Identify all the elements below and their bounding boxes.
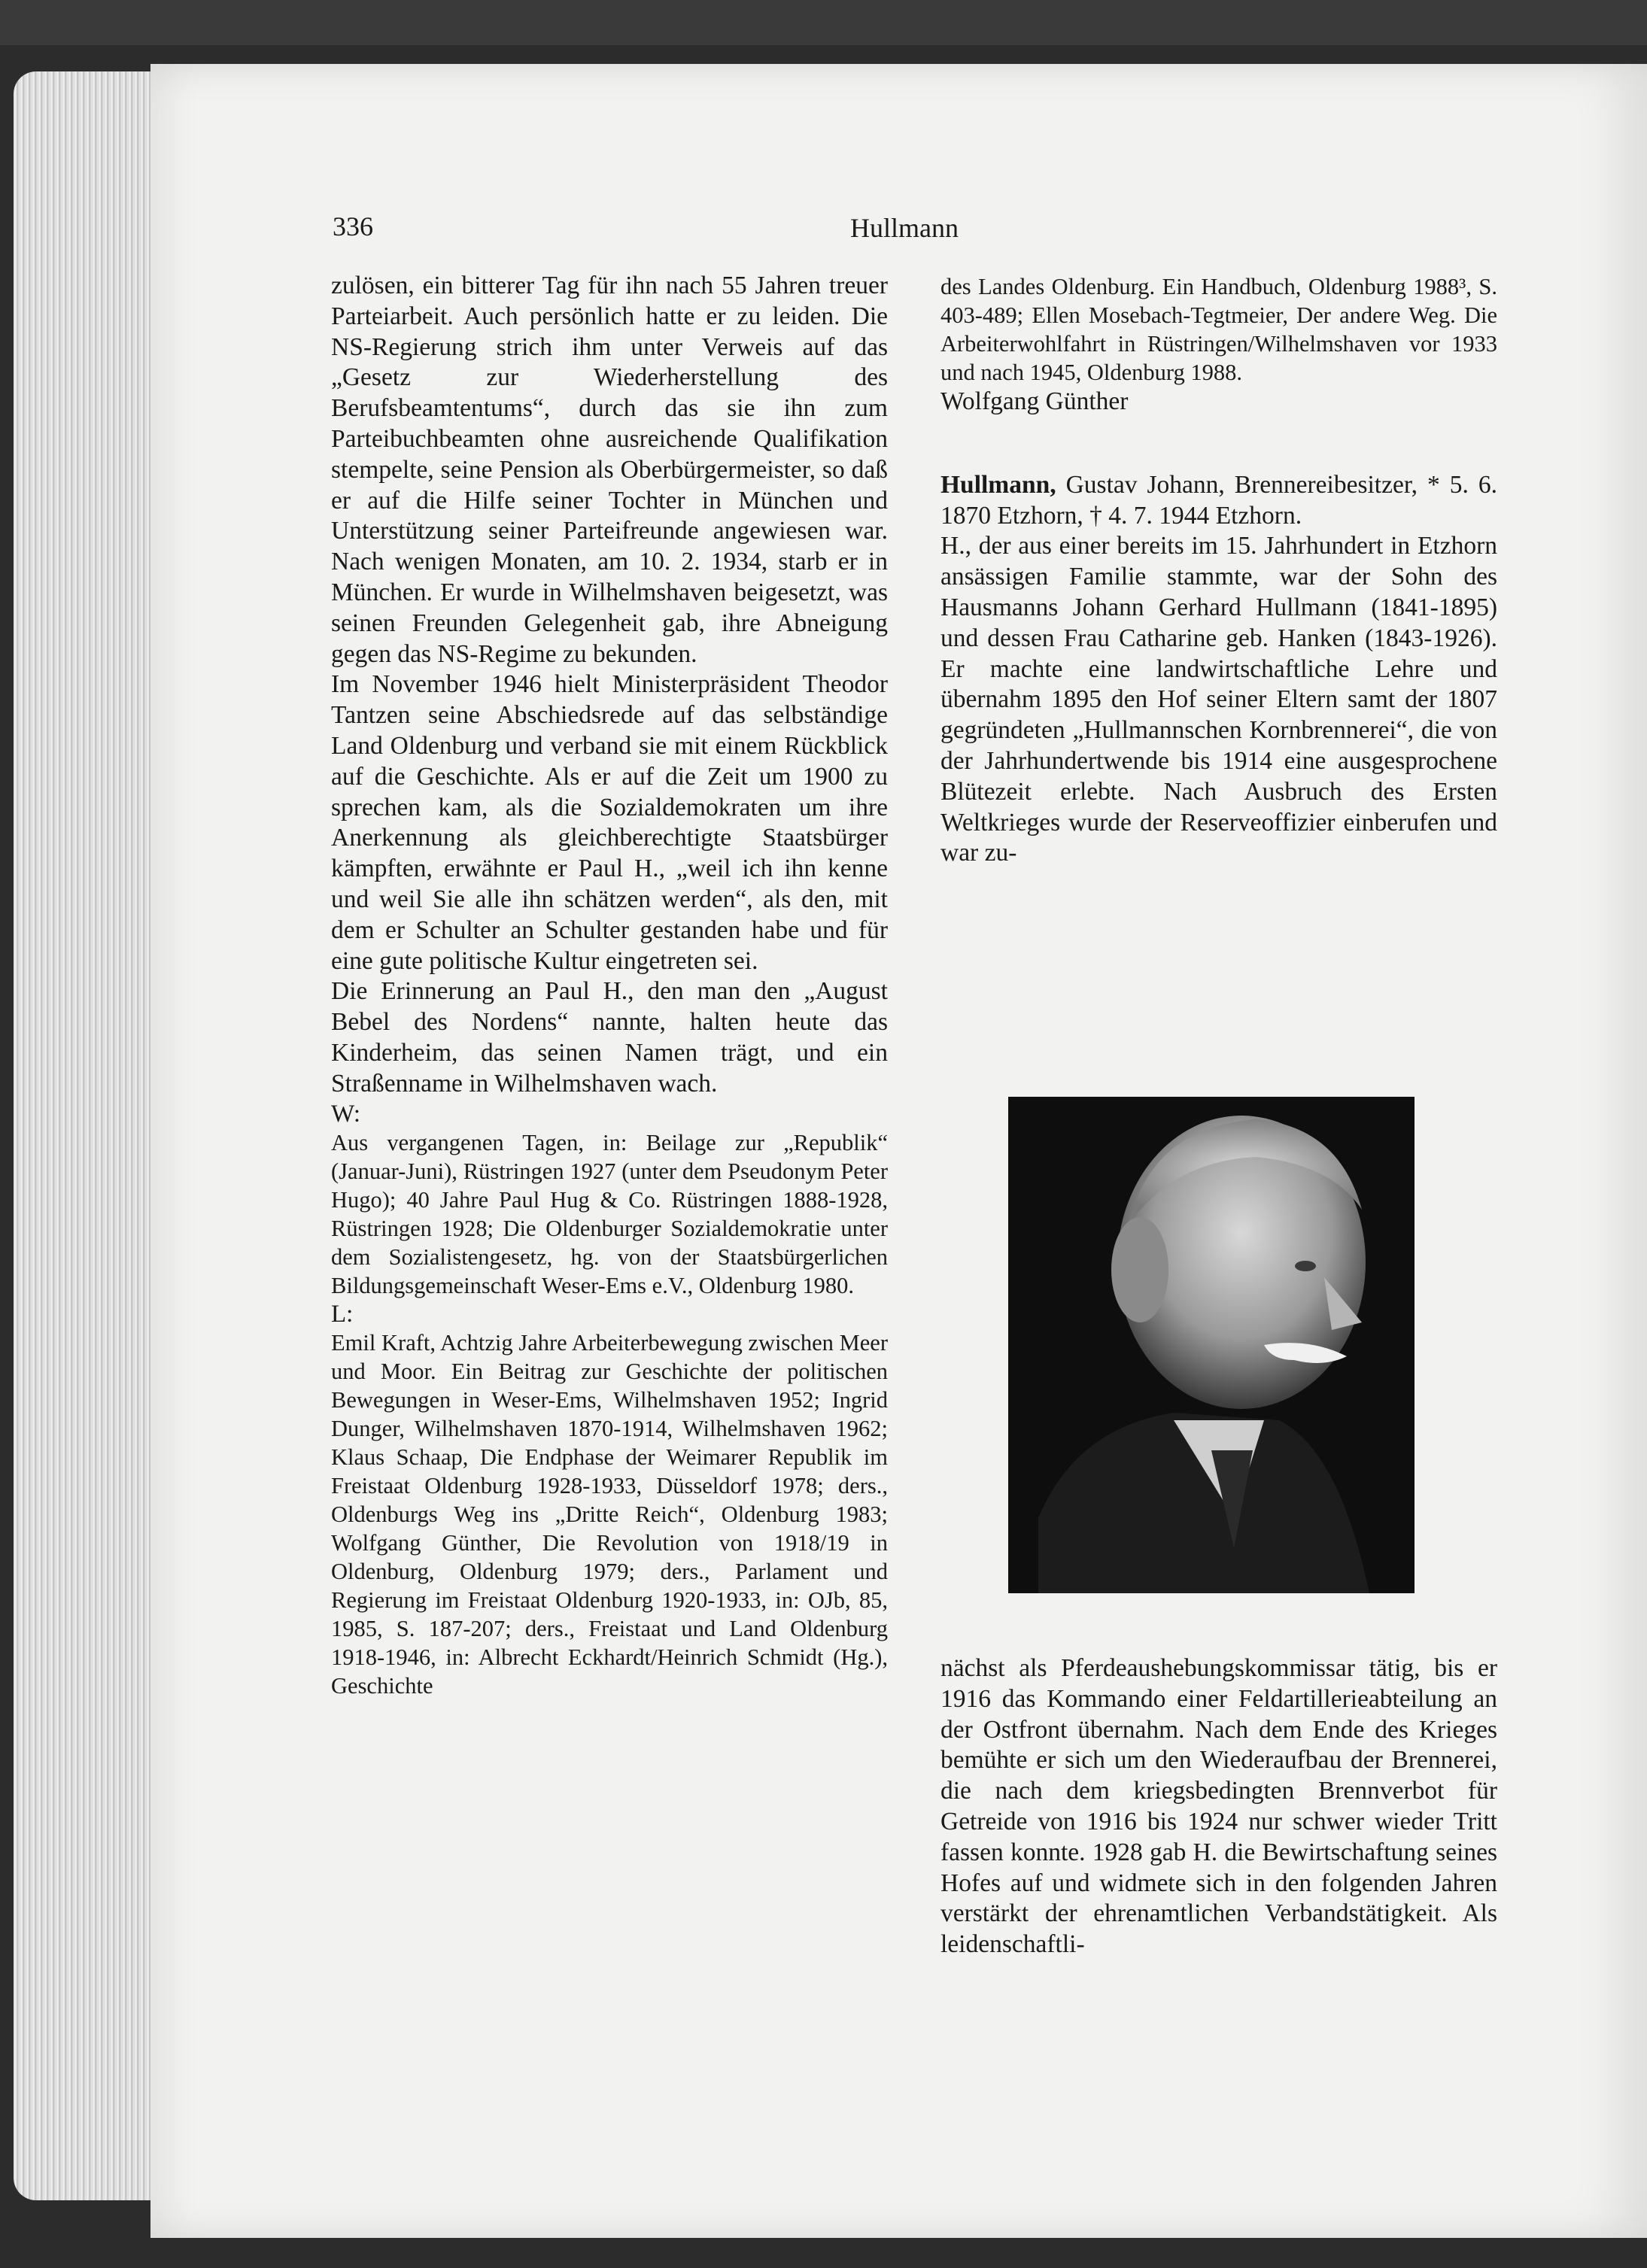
article-author: Wolfgang Günther [940,387,1129,415]
page-edges [14,71,156,2200]
right-column-top [940,272,1497,869]
works-label: W: [331,1100,361,1128]
body-paragraph: Die Erinnerung an Paul H., den man den „August Bebel des Nordens“ nannte, halten heute das Kinderheim, das seinen Namen trägt, und ein Straßenname in Wilhelmshaven wach. [331,977,888,1098]
body-paragraph: Im November 1946 hielt Ministerpräsident Theodor Tantzen seine Abschiedsrede auf das selbständige Land Oldenburg und verband sie mit einem Rückblick auf die Geschichte. Als er auf die Zeit um 1900 zu sprechen kam, als die Sozialdemokraten um ihre Anerkennung als gleichberechtigte Staatsbürger kämpften, erwähnte er Paul H., „weil ich ihn kenne und weil Sie alle ihn schätzen werden“, als den, mit dem er Schulter an Schulter gestanden habe und für eine gute politische Kultur eingetreten sei. [331,670,888,975]
literature-continued: des Landes Oldenburg. Ein Handbuch, Oldenburg 1988³, S. 403-489; Ellen Mosebach-Tegtmeier, Der andere Weg. Die Arbeiterwohlfahrt in Rüstringen/Wilhelmshaven vor 1933 und nach 1945, Oldenburg 1988. [940,274,1497,385]
entry-details: Gustav Johann, Brennereibesitzer, * 5. 6. 1870 Etzhorn, † 4. 7. 1944 Etzhorn. [940,470,1497,530]
page-number: 336 [333,211,373,241]
body-paragraph: nächst als Pferdeaushebungskommissar tätig, bis er 1916 das Kommando einer Feldartillerieabteilung an der Ostfront übernahm. Nach dem Ende des Krieges bemühte er sich um den Wiederaufbau der Brennerei, die nach dem kriegsbedingten Brennverbot für Getreide von 1916 bis 1924 nur schwer wieder Tritt fassen konnte. 1928 gab H. die Bewirtschaftung seines Hofes auf und widmete sich in den folgenden Jahren verstärkt der ehrenamtlichen Verbandstätigkeit. Als leidenschaftli- [940,1654,1497,1959]
entry-name: Hullmann, [940,470,1056,499]
running-head: Hullmann [850,213,959,243]
literature-text: Emil Kraft, Achtzig Jahre Arbeiterbewegung zwischen Meer und Moor. Ein Beitrag zur Geschichte der politischen Bewegungen in Weser-Ems, Wilhelmshaven 1952; Ingrid Dunger, Wilhelmshaven 1870-1914, Wilhelmshaven 1962; Klaus Schaap, Die Endphase der Weimarer Republik im Freistaat Oldenburg 1928-1933, Düsseldorf 1978; ders., Oldenburgs Weg ins „Dritte Reich“, Oldenburg 1983; Wolfgang Günther, Die Revolution von 1918/19 in Oldenburg, Oldenburg 1979; ders., Parlament und Regierung im Freistaat Oldenburg 1920-1933, in: OJb, 85, 1985, S. 187-207; ders., Freistaat und Land Oldenburg 1918-1946, in: Albrecht Eckhardt/Heinrich Schmidt (Hg.), Geschichte [331,1329,888,1699]
portrait-illustration [1008,1097,1415,1593]
left-column [331,271,888,1700]
entry-heading [940,470,1497,532]
works-text: Aus vergangenen Tagen, in: Beilage zur „Republik“ (Januar-Juni), Rüstringen 1927 (unter dem Pseudonym Peter Hugo); 40 Jahre Paul Hug & Co. Rüstringen 1888-1928, Rüstringen 1928; Die Oldenburger Sozialdemokratie unter dem Sozialistengesetz, hg. von der Staatsbürgerlichen Bildungsgemeinschaft Weser-Ems e.V., Oldenburg 1980. [331,1129,888,1298]
right-column-bottom [940,1653,1497,1960]
body-paragraph: zulösen, ein bitterer Tag für ihn nach 55 Jahren treuer Parteiarbeit. Auch persönlich hatte er zu leiden. Die NS-Regierung strich ihm unter Verweis auf das „Gesetz zur Wiederherstellung des Berufsbeamtentums“, durch das sie ihn zum Parteibuchbeamten ohne ausreichende Qualifikation stempelte, seine Pension als Oberbürgermeister, so daß er auf die Hilfe seiner Tochter in München und Unterstützung seiner Parteifreunde angewiesen war. Nach wenigen Monaten, am 10. 2. 1934, starb er in München. Er wurde in Wilhelmshaven beigesetzt, was seinen Freunden Gelegenheit gab, ihre Abneigung gegen das NS-Regime zu bekunden. [331,272,888,668]
body-paragraph: H., der aus einer bereits im 15. Jahrhundert in Etzhorn ansässigen Familie stammte, war der Sohn des Hausmanns Johann Gerhard Hullmann (1841-1895) und dessen Frau Catharine geb. Hanken (1843-1926). Er machte eine landwirtschaftliche Lehre und übernahm 1895 den Hof seiner Eltern samt der 1807 gegründeten „Hullmannschen Kornbrennerei“, die von der Jahrhundertwende bis 1914 eine ausgesprochene Blütezeit erlebte. Nach Ausbruch des Ersten Weltkrieges wurde der Reserveoffizier einberufen und war zu- [940,532,1497,867]
literature-label: L: [331,1300,354,1328]
portrait-photo [1008,1097,1415,1593]
